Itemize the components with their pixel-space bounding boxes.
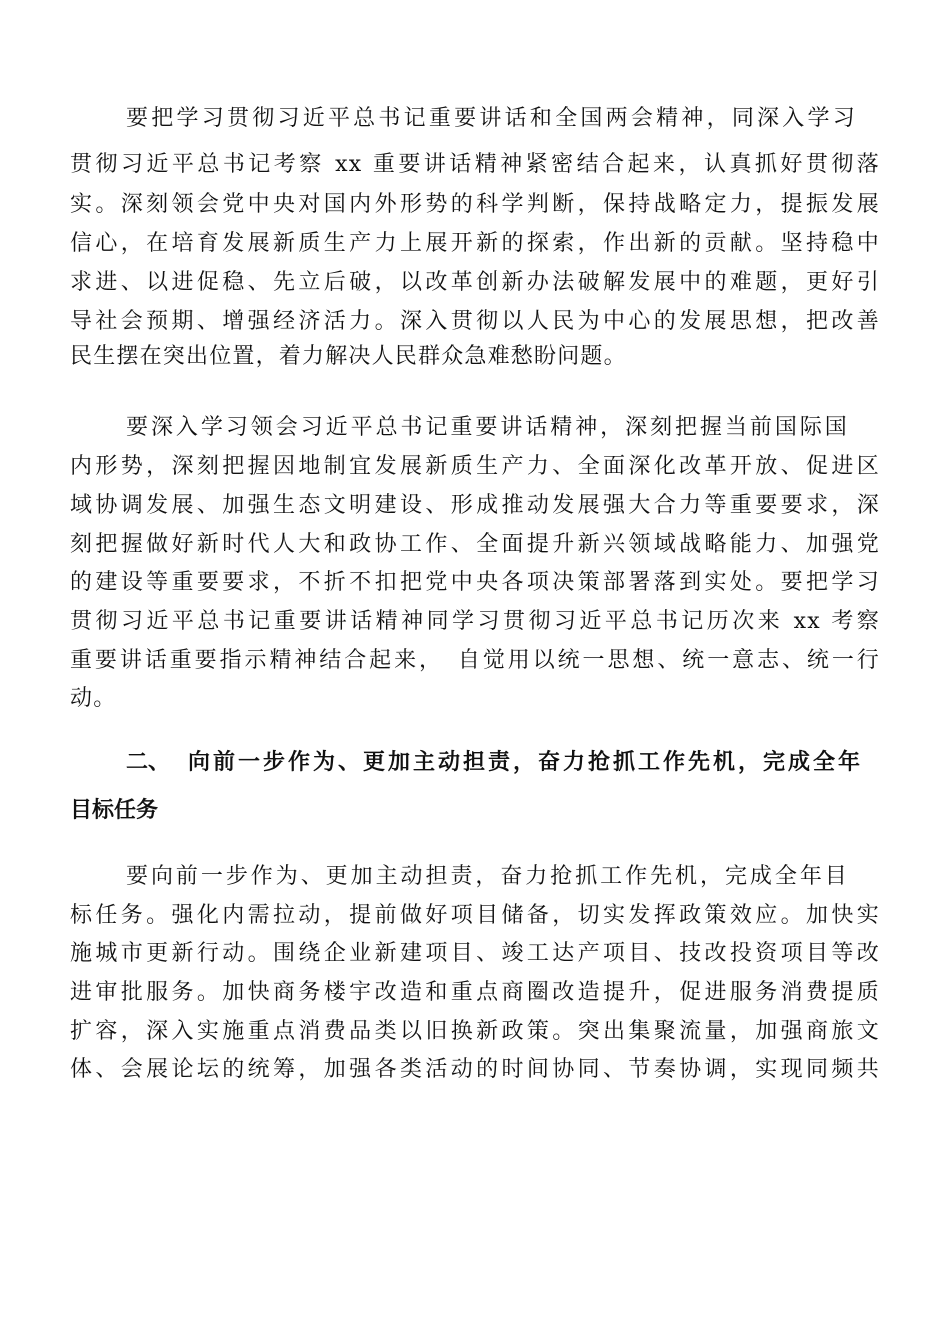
paragraph-1-line-6: 导社会预期、增强经济活力。深入贯彻以人民为中心的发展思想，把改善 xyxy=(70,309,880,334)
paragraph-3-line-2: 标任务。强化内需拉动，提前做好项目储备，切实发挥政策效应。加快实 xyxy=(70,903,880,928)
paragraph-2-line-6: 贯彻习近平总书记重要讲话精神同学习贯彻习近平总书记历次来 xx 考察 xyxy=(70,609,880,634)
paragraph-3-line-3: 施城市更新行动。围绕企业新建项目、竣工达产项目、技改投资项目等改 xyxy=(70,941,880,966)
paragraph-2-line-3: 域协调发展、加强生态文明建设、形成推动发展强大合力等重要要求，深 xyxy=(70,493,880,518)
paragraph-3-line-1: 要向前一步作为、更加主动担责，奋力抢抓工作先机，完成全年目 xyxy=(126,864,848,889)
paragraph-2-line-7: 重要讲话重要指示精神结合起来， 自觉用以统一思想、统一意志、统一行 xyxy=(70,648,880,673)
paragraph-2-line-5: 的建设等重要要求，不折不扣把党中央各项决策部署落到实处。要把学习 xyxy=(70,570,880,595)
section-2-number: 二、 xyxy=(126,750,171,775)
paragraph-2-line-2: 内形势，深刻把握因地制宜发展新质生产力、全面深化改革开放、促进区 xyxy=(70,454,880,479)
paragraph-3-line-4: 进审批服务。加快商务楼宇改造和重点商圈改造提升，促进服务消费提质 xyxy=(70,980,880,1005)
paragraph-2-line-8: 动。 xyxy=(70,686,117,711)
paragraph-1-line-7: 民生摆在突出位置，着力解决人民群众急难愁盼问题。 xyxy=(70,344,627,369)
paragraph-3-line-5: 扩容，深入实施重点消费品类以旧换新政策。突出集聚流量，加强商旅文 xyxy=(70,1019,880,1044)
paragraph-2-line-1: 要深入学习领会习近平总书记重要讲话精神，深刻把握当前国际国 xyxy=(126,415,848,440)
section-2-title: 向前一步作为、更加主动担责，奋力抢抓工作先机，完成全年 xyxy=(188,750,860,775)
paragraph-1-line-1: 要把学习贯彻习近平总书记重要讲话和全国两会精神，同深入学习 xyxy=(126,106,856,131)
paragraph-1-line-3: 实。深刻领会党中央对国内外形势的科学判断，保持战略定力，提振发展 xyxy=(70,192,880,217)
paragraph-3-line-6: 体、会展论坛的统筹，加强各类活动的时间协同、节奏协调，实现同频共 xyxy=(70,1057,880,1082)
paragraph-1-line-4: 信心，在培育发展新质生产力上展开新的探索，作出新的贡献。坚持稳中 xyxy=(70,231,880,256)
paragraph-1-line-5: 求进、以进促稳、先立后破，以改革创新办法破解发展中的难题，更好引 xyxy=(70,270,880,295)
paragraph-1-line-2: 贯彻习近平总书记考察 xx 重要讲话精神紧密结合起来，认真抓好贯彻落 xyxy=(70,152,880,177)
paragraph-2-line-4: 刻把握做好新时代人大和政协工作、全面提升新兴领域战略能力、加强党 xyxy=(70,532,880,557)
section-2-title-continued: 目标任务 xyxy=(70,798,159,823)
